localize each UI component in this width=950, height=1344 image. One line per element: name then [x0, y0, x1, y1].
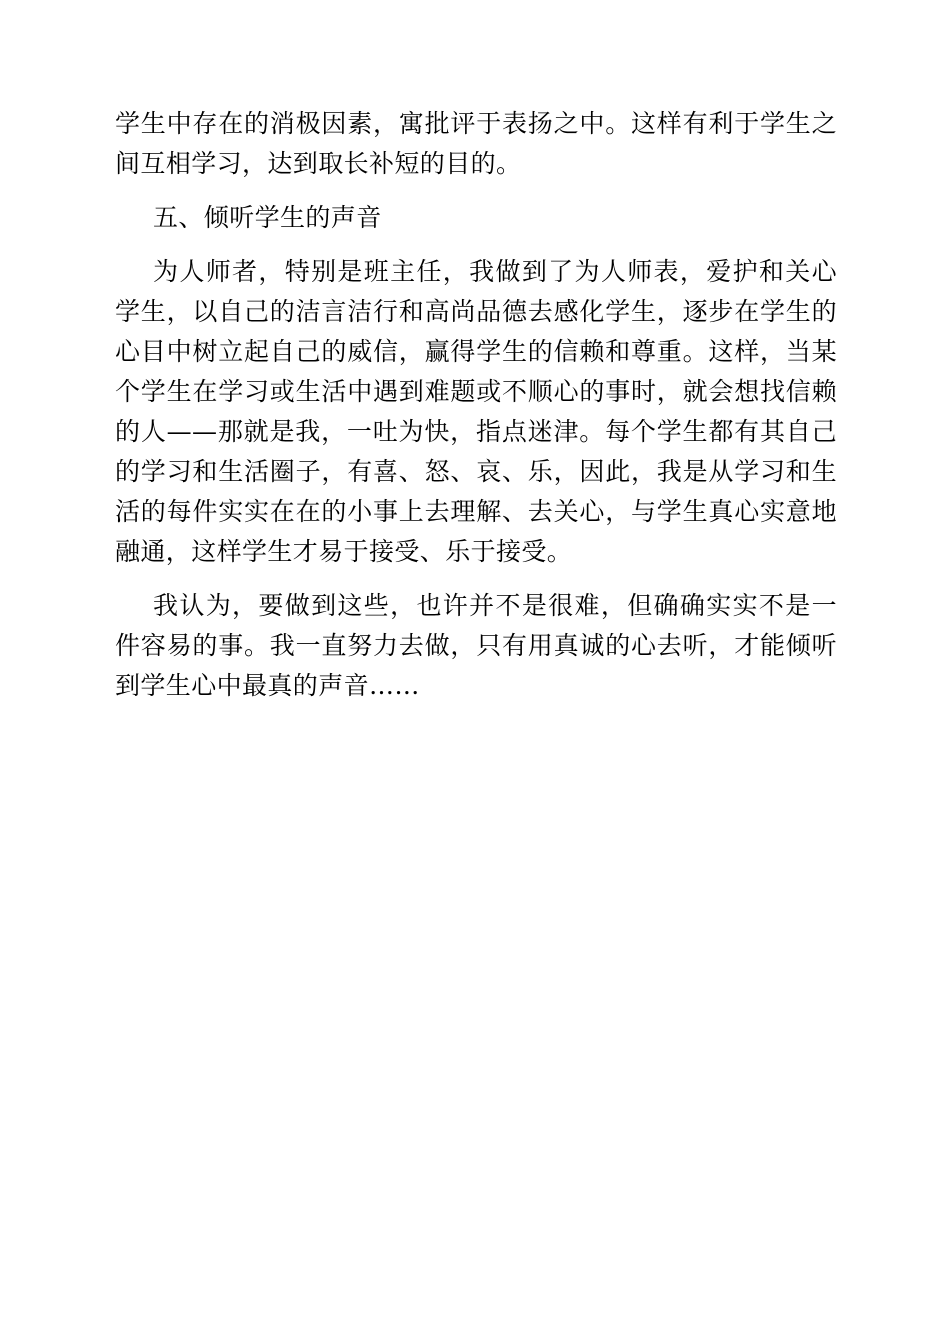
paragraph-continuation: 学生中存在的消极因素，寓批评于表扬之中。这样有利于学生之间互相学习，达到取长补短的目的。: [115, 109, 837, 178]
document-body: [115, 104, 837, 720]
section-heading: 五、倾听学生的声音: [153, 203, 382, 232]
paragraph-body-2: 我认为，要做到这些，也许并不是很难，但确确实实不是一件容易的事。我一直努力去做，只有用真诚的心去听，才能倾听到学生心中最真的声音……: [115, 591, 837, 700]
paragraph-body-1: 为人师者，特别是班主任，我做到了为人师表，爱护和关心学生，以自己的洁言洁行和高尚品德去感化学生，逐步在学生的心目中树立起自己的威信，赢得学生的信赖和尊重。这样，当某个学生在学习或生活中遇到难题或不顺心的事时，就会想找信赖的人——那就是我，一吐为快，指点迷津。每个学生都有其自己的学习和生活圈子，有喜、怒、哀、乐，因此，我是从学习和生活的每件实实在在的小事上去理解、去关心，与学生真心实意地融通，这样学生才易于接受、乐于接受。: [115, 257, 837, 566]
